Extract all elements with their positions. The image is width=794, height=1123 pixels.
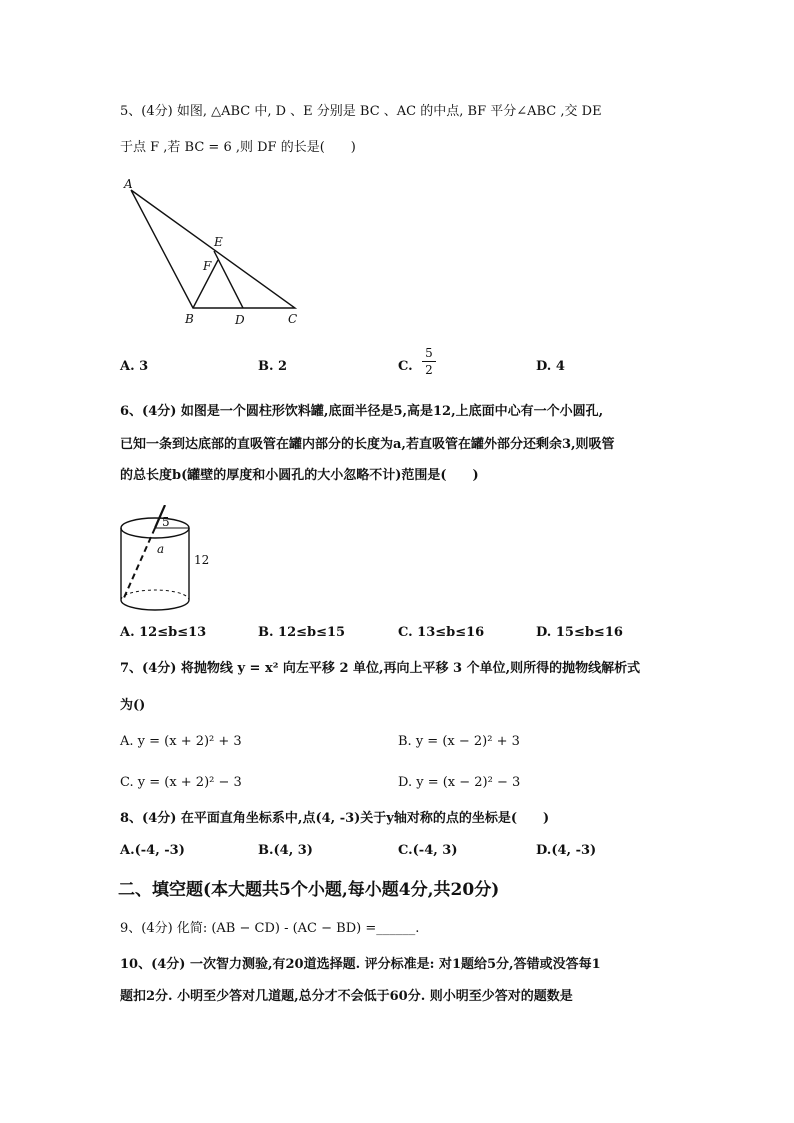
height-label: 12 [194, 553, 210, 567]
label-e: E [214, 235, 223, 249]
q5-option-c[interactable]: C. [398, 359, 413, 374]
q8-option-c[interactable]: C.(-4, 3) [398, 843, 458, 858]
q5-line-2: 于点 F ,若 BC = 6 ,则 DF 的长是( ) [120, 140, 356, 155]
triangle-abc [131, 190, 295, 308]
q6-option-c[interactable]: C. 13≤b≤16 [398, 625, 485, 640]
q6-line-1: 6、(4分) 如图是一个圆柱形饮料罐,底面半径是5,高是12,上底面中心有一个小圆孔, [120, 404, 604, 419]
straw-label-a: a [157, 542, 165, 556]
q8-line-1: 8、(4分) 在平面直角坐标系中,点(4, -3)关于y轴对称的点的坐标是( ) [120, 811, 550, 826]
q5-option-b[interactable]: B. 2 [258, 359, 288, 374]
q8-option-a[interactable]: A.(-4, -3) [120, 843, 185, 858]
label-d: D [235, 313, 245, 327]
label-f: F [203, 259, 212, 273]
q6-line-2: 已知一条到达底部的直吸管在罐内部分的长度为a,若直吸管在罐外部分还剩余3,则吸管 [120, 437, 615, 452]
q7-option-b[interactable]: B. y = (x − 2)² + 3 [398, 734, 520, 749]
cylinder-bottom-front [121, 600, 189, 610]
label-c: C [288, 312, 298, 326]
fraction-numerator: 5 [425, 346, 433, 360]
q7-line-1: 7、(4分) 将抛物线 y = x² 向左平移 2 单位,再向上平移 3 个单位,则所得的抛物线解析式 [120, 661, 641, 676]
q6-option-b[interactable]: B. 12≤b≤15 [258, 625, 346, 640]
q10-line-1: 10、(4分) 一次智力测验,有20道选择题. 评分标准是: 对1题给5分,答错或没答每1 [120, 957, 601, 972]
q5-triangle-figure [118, 176, 318, 330]
q8-option-d[interactable]: D.(4, -3) [536, 843, 597, 858]
q5-line-1: 5、(4分) 如图, △ABC 中, D 、E 分别是 BC 、AC 的中点, BF 平分∠ABC ,交 DE [120, 104, 602, 119]
fraction-bar [422, 361, 436, 362]
q7-option-c[interactable]: C. y = (x + 2)² − 3 [120, 775, 242, 790]
q6-option-d[interactable]: D. 15≤b≤16 [536, 625, 623, 640]
label-a: A [124, 177, 133, 191]
q7-line-2: 为() [120, 698, 146, 713]
q6-cylinder-figure [115, 505, 215, 615]
section-2-title: 二、填空题(本大题共5个小题,每小题4分,共20分) [118, 880, 500, 900]
q7-option-a[interactable]: A. y = (x + 2)² + 3 [120, 734, 242, 749]
straw-inside [123, 528, 155, 600]
q6-line-3: 的总长度b(罐壁的厚度和小圆孔的大小忽略不计)范围是( ) [120, 468, 479, 483]
q10-line-2: 题扣2分. 小明至少答对几道题,总分才不会低于60分. 则小明至少答对的题数是 [120, 989, 573, 1004]
cylinder-bottom-back [121, 590, 189, 600]
q8-option-b[interactable]: B.(4, 3) [258, 843, 313, 858]
q6-option-a[interactable]: A. 12≤b≤13 [120, 625, 207, 640]
q5-option-d[interactable]: D. 4 [536, 359, 565, 374]
q9-line-1: 9、(4分) 化简: (AB − CD) - (AC − BD) =______. [120, 921, 420, 936]
q5-option-a[interactable]: A. 3 [120, 359, 149, 374]
radius-label: 5 [162, 515, 170, 529]
fraction-denominator: 2 [425, 363, 433, 377]
label-b: B [185, 312, 194, 326]
q7-option-d[interactable]: D. y = (x − 2)² − 3 [398, 775, 521, 790]
q5-option-c-fraction [422, 346, 436, 377]
